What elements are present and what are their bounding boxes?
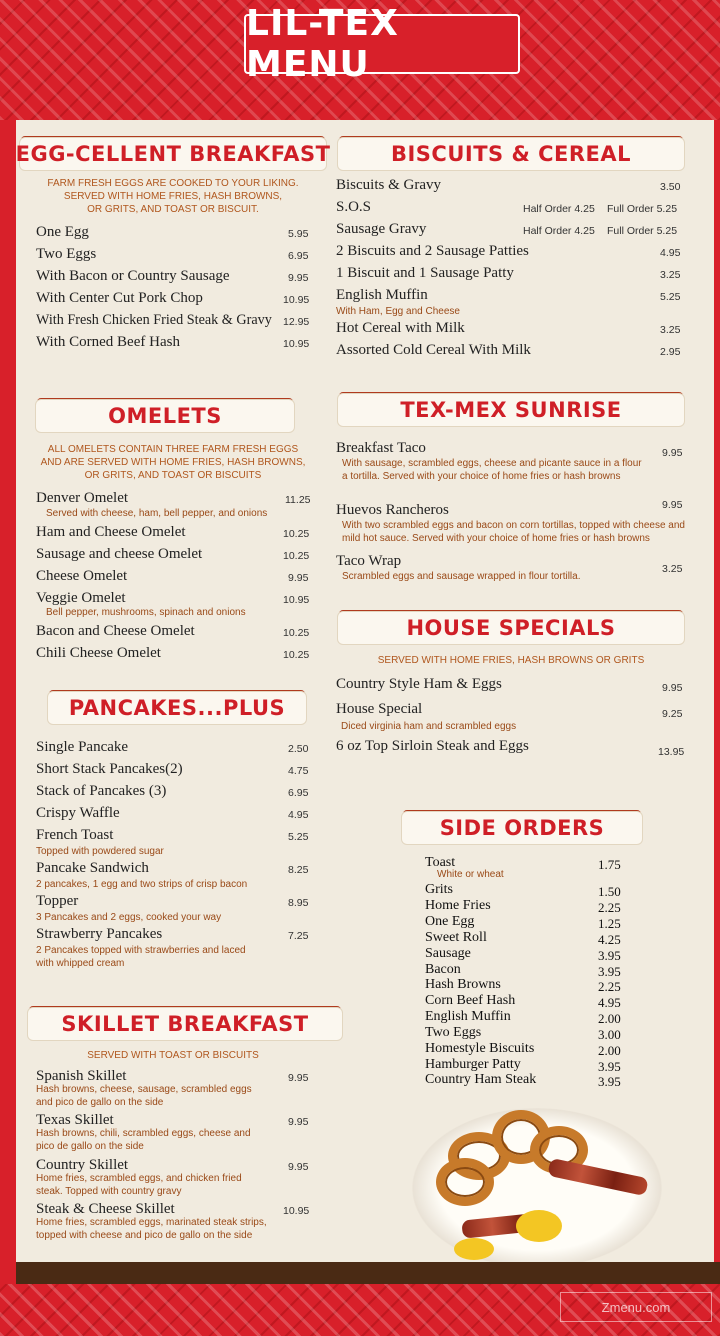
side-item-name: Country Ham Steak [425,1072,537,1087]
menu-item-price: 9.95 [288,1072,309,1084]
menu-item-name: Texas Skillet [36,1112,114,1128]
side-item-name: Sausage [425,946,471,961]
side-item-name: Bacon [425,962,461,977]
side-item-name: Toast [425,855,456,870]
menu-item-price: 9.95 [288,1116,309,1128]
menu-item-name: With Corned Beef Hash [36,334,180,350]
menu-title: LIL-TEX MENU [246,3,399,85]
menu-item-name: Denver Omelet [36,490,129,506]
texmex-heading: TEX-MEX SUNRISE [338,394,684,426]
omelets-note-line: OR GRITS, AND TOAST OR BISCUITS [84,470,262,481]
menu-item-price: 3.50 [660,181,681,193]
menu-item-price: 10.25 [283,649,310,661]
menu-item-name: 2 Biscuits and 2 Sausage Patties [336,243,529,259]
menu-item-price: 8.95 [288,897,309,909]
menu-item-desc: Hash browns, chili, scrambled eggs, cheese and pico de gallo on the side [36,1128,251,1152]
menu-item-name: Bacon and Cheese Omelet [36,623,195,639]
omelets-note-line: AND ARE SERVED WITH HOME FRIES, HASH BROWNS, [40,457,306,468]
menu-item-name: House Special [336,701,423,717]
menu-item-name: S.O.S [336,199,372,215]
menu-item-desc: Diced virginia ham and scrambled eggs [341,721,517,732]
menu-item-desc: Hash browns, cheese, sausage, scrambled eggs and pico de gallo on the side [36,1084,252,1108]
menu-item-price: 12.95 [283,316,310,328]
menu-item-name: Strawberry Pancakes [36,926,163,942]
menu-item-price: 2.95 [660,346,681,358]
menu-item-name: With Fresh Chicken Fried Steak & Gravy [36,312,272,328]
menu-item-desc: Bell pepper, mushrooms, spinach and onions [46,607,246,618]
menu-item-desc: 2 pancakes, 1 egg and two strips of crisp bacon [36,879,248,890]
menu-item-desc: Topped with powdered sugar [36,846,164,857]
menu-item-desc: Home fries, scrambled eggs, and chicken fried steak. Topped with country gravy [36,1173,242,1197]
decorative-strip [16,1262,720,1284]
menu-item-desc: Served with cheese, ham, bell pepper, and onions [46,508,268,519]
menu-item-name: Chili Cheese Omelet [36,645,161,661]
menu-item-desc: With Ham, Egg and Cheese [336,306,460,317]
side-item-price: 4.95 [598,995,621,1010]
side-item-price: 2.25 [598,979,621,994]
breakfast-note [20,177,326,216]
omelets-heading: OMELETS [36,400,294,432]
side-item-name: Hamburger Patty [425,1057,521,1072]
menu-item-price: 9.95 [288,1161,309,1173]
menu-item-name: Cheese Omelet [36,568,128,584]
menu-item-name: Sausage Gravy [336,221,427,237]
menu-item-name: Stack of Pancakes (3) [36,783,167,799]
menu-item-desc: With two scrambled eggs and bacon on corn tortillas, topped with cheese and mild hot sauce. Served with your choice of home fries or hash browns [342,520,685,544]
pancakes-heading: PANCAKES...PLUS [48,692,306,724]
menu-item-name: One Egg [36,224,89,240]
menu-item-price: 13.95 [658,746,685,758]
menu-item-price: 10.95 [283,1205,310,1217]
menu-item-price: 9.95 [662,682,683,694]
menu-item-price: 5.95 [288,228,309,240]
menu-item-price: 4.75 [288,765,309,777]
half-order-price: Half Order 4.25 [523,203,595,215]
menu-item-name: 1 Biscuit and 1 Sausage Patty [336,265,514,281]
menu-item-price: 3.25 [660,269,681,281]
menu-item-price: 9.25 [662,708,683,720]
side-item-price: 2.25 [598,900,621,915]
menu-item-price: 7.25 [288,930,309,942]
side-item-name: Sweet Roll [425,930,487,945]
menu-item-desc: 3 Pancakes and 2 eggs, cooked your way [36,912,222,923]
breakfast-note-line: OR GRITS, AND TOAST OR BISCUIT. [87,204,259,215]
side-item-price: 1.50 [598,884,621,899]
menu-item-price: 9.95 [662,499,683,511]
menu-item-price: 10.25 [283,627,310,639]
side-item-price: 2.00 [598,1043,621,1058]
menu-item-name: Veggie Omelet [36,590,126,606]
menu-item-price: 10.95 [283,294,310,306]
skillet-note: SERVED WITH TOAST OR BISCUITS [87,1050,259,1061]
full-order-price: Full Order 5.25 [607,225,678,237]
side-item-name: Corn Beef Hash [425,993,516,1008]
menu-item-price: 4.95 [660,247,681,259]
menu-item-name: Ham and Cheese Omelet [36,524,186,540]
breakfast-note-line: SERVED WITH HOME FRIES, HASH BROWNS, [63,191,283,202]
side-item-price: 1.25 [598,916,621,931]
menu-item-name: Huevos Rancheros [336,502,449,518]
omelets-note-line: ALL OMELETS CONTAIN THREE FARM FRESH EGGS [47,444,299,455]
menu-item-name: Two Eggs [36,246,97,262]
menu-item-price: 5.25 [660,291,681,303]
side-item-price: 3.95 [598,1059,621,1074]
menu-item-price: 6.95 [288,787,309,799]
menu-item-price: 5.25 [288,831,309,843]
menu-item-name: French Toast [36,827,114,843]
menu-item-price: 6.95 [288,250,309,262]
menu-item-name: With Center Cut Pork Chop [36,290,203,306]
menu-item-desc: With sausage, scrambled eggs, cheese and picante sauce in a flour a tortilla. Served with your choice of home fries or hash browns [342,458,642,482]
menu-item-name: Breakfast Taco [336,440,426,456]
side-item-price: 1.75 [598,857,621,872]
biscuits-heading: BISCUITS & CEREAL [338,138,684,170]
menu-item-desc: Scrambled eggs and sausage wrapped in flour tortilla. [342,571,581,582]
menu-item-name: Assorted Cold Cereal With Milk [336,342,531,358]
menu-item-name: With Bacon or Country Sausage [36,268,230,284]
menu-item-price: 9.95 [288,572,309,584]
watermark: Zmenu.com [560,1292,712,1322]
menu-item-name: 6 oz Top Sirloin Steak and Eggs [336,738,529,754]
menu-item-price: 8.25 [288,864,309,876]
menu-item-name: Pancake Sandwich [36,860,149,876]
full-order-price: Full Order 5.25 [607,203,678,215]
side-item-name: Hash Browns [425,977,501,992]
side-item-price: 3.95 [598,948,621,963]
breakfast-heading: EGG-CELLENT BREAKFAST [20,138,326,170]
side-item-name: One Egg [425,914,475,929]
half-order-price: Half Order 4.25 [523,225,595,237]
breakfast-note-line: FARM FRESH EGGS ARE COOKED TO YOUR LIKING. [47,178,299,189]
menu-item-price: 10.95 [283,594,310,606]
toast-note: White or wheat [437,869,504,880]
menu-item-name: Topper [36,893,79,909]
egg-image [516,1210,562,1242]
side-item-price: 2.00 [598,1011,621,1026]
menu-item-name: Country Style Ham & Eggs [336,676,502,692]
menu-item-name: Steak & Cheese Skillet [36,1201,175,1217]
side-item-price: 3.95 [598,1074,621,1089]
menu-item-name: Spanish Skillet [36,1068,127,1084]
menu-item-name: Single Pancake [36,739,129,755]
menu-item-name: Short Stack Pancakes(2) [36,761,183,777]
menu-item-name: Sausage and cheese Omelet [36,546,203,562]
menu-item-price: 9.95 [288,272,309,284]
menu-item-name: Taco Wrap [336,553,402,569]
menu-title-plate [244,3,520,85]
menu-item-desc: Home fries, scrambled eggs, marinated steak strips, topped with cheese and pico de gallo on the side [36,1217,267,1241]
omelets-note [20,443,326,482]
menu-item-price: 10.25 [283,550,310,562]
side-item-name: Home Fries [425,898,491,913]
menu-item-name: Biscuits & Gravy [336,177,441,193]
side-item-name: Grits [425,882,453,897]
menu-item-price: 3.25 [660,324,681,336]
menu-item-name: English Muffin [336,287,428,303]
house-heading: HOUSE SPECIALS [338,612,684,644]
side-item-name: Two Eggs [425,1025,482,1040]
side-item-price: 3.00 [598,1027,621,1042]
egg-image [454,1238,494,1260]
side-item-name: Homestyle Biscuits [425,1041,535,1056]
menu-item-price: 10.95 [283,338,310,350]
house-note: SERVED WITH HOME FRIES, HASH BROWNS OR GRITS [377,655,645,666]
sides-heading: SIDE ORDERS [402,812,642,844]
menu-item-price: 10.25 [283,528,310,540]
skillet-heading: SKILLET BREAKFAST [28,1008,342,1040]
menu-item-name: Crispy Waffle [36,805,120,821]
menu-item-name: Hot Cereal with Milk [336,320,465,336]
menu-item-name: Country Skillet [36,1157,129,1173]
menu-item-price: 4.95 [288,809,309,821]
menu-item-price: 9.95 [662,447,683,459]
menu-item-price: 11.25 [285,494,311,506]
menu-item-price: 2.50 [288,743,309,755]
menu-item-price: 3.25 [662,563,683,575]
side-item-price: 3.95 [598,964,621,979]
onion-ring-image [436,1158,494,1206]
side-item-price: 4.25 [598,932,621,947]
menu-item-desc: 2 Pancakes topped with strawberries and laced with whipped cream [36,945,246,969]
side-item-name: English Muffin [425,1009,511,1024]
